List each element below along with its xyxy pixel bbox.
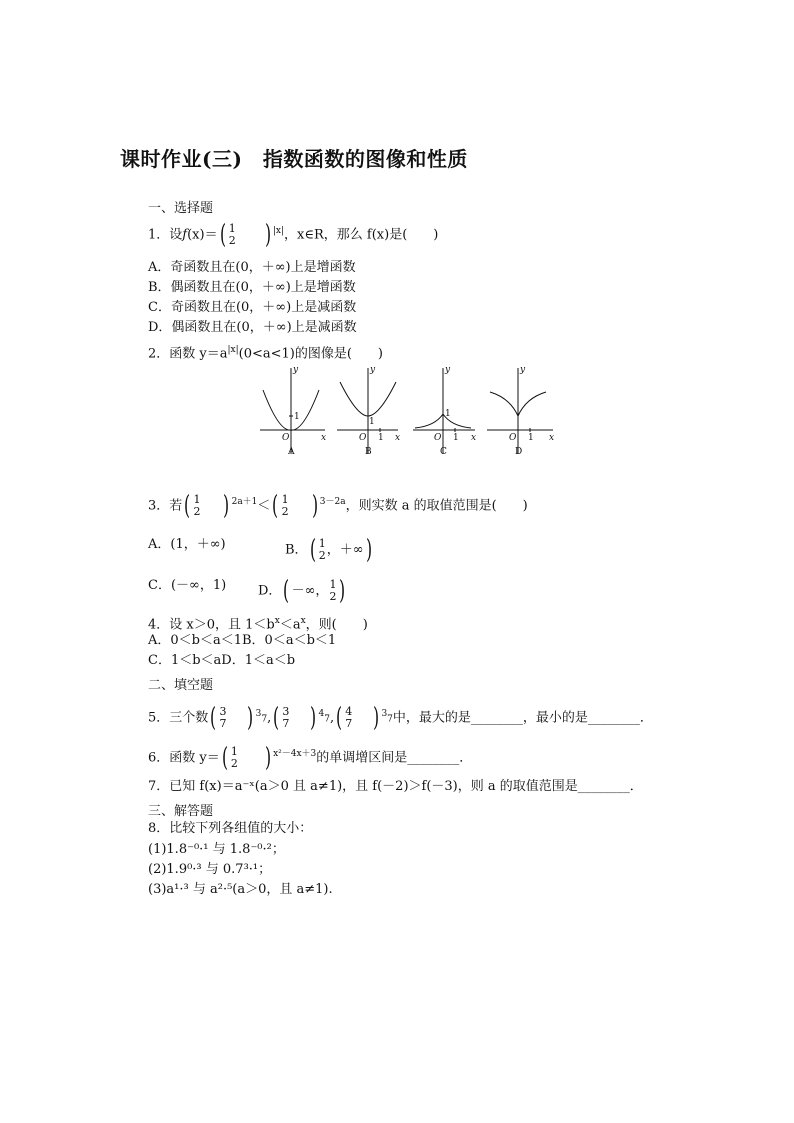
svg-text:O: O bbox=[434, 433, 442, 443]
svg-text:C: C bbox=[440, 447, 447, 457]
fraction: 4 7 bbox=[345, 705, 353, 730]
question-8-part-1: (1)1.8⁻⁰·¹ 与 1.8⁻⁰·²； bbox=[148, 842, 285, 857]
question-1-option-a: A．奇函数且在(0，＋∞)上是增函数 bbox=[148, 260, 356, 275]
question-2-graphs bbox=[255, 362, 560, 458]
fraction: 1 2 bbox=[230, 745, 238, 770]
question-4-options-cd: C．1＜b＜aD．1＜a＜b bbox=[148, 653, 296, 668]
svg-text:y: y bbox=[445, 365, 451, 375]
svg-text:y: y bbox=[520, 365, 526, 375]
question-3-option-d: D．( －∞， 1 2 ) bbox=[258, 576, 346, 606]
svg-text:1: 1 bbox=[445, 409, 451, 419]
question-7-text: 7．已知 f(x)＝a⁻ˣ(a＞0 且 a≠1)，且 f(－2)＞f(－3)，则 a 的取值范围是________． bbox=[148, 779, 643, 794]
fraction: 3 7 bbox=[219, 705, 227, 730]
question-8-part-2: (2)1.9⁰·³ 与 0.7³·¹； bbox=[148, 862, 272, 877]
svg-text:1: 1 bbox=[369, 417, 375, 427]
svg-text:1: 1 bbox=[294, 412, 300, 422]
question-8-part-3: (3)a¹·³ 与 a²·⁵(a＞0，且 a≠1). bbox=[148, 882, 333, 897]
question-3-stem: 3．若( 1 2 ) $^{2a+1}$＜( 1 2 ) $^{3-2a}$，则实数 a 的取值范围是( ) bbox=[148, 491, 528, 521]
fraction: 1 2 bbox=[281, 493, 289, 518]
graph-b bbox=[337, 368, 401, 454]
svg-text:x: x bbox=[395, 433, 401, 443]
svg-text:B: B bbox=[365, 447, 372, 457]
svg-text:1: 1 bbox=[378, 433, 384, 443]
question-4-stem: 4．设 x＞0，且 $1<b^x<a^x$，则( ) bbox=[148, 616, 368, 633]
svg-text:1: 1 bbox=[453, 433, 459, 443]
question-1-stem: 1．设f(x)＝( 1 2 ) $^{|x|}$，x∈R，那么 f(x)是( ) bbox=[148, 220, 439, 250]
graph-c bbox=[413, 368, 475, 454]
svg-text:A: A bbox=[288, 447, 295, 457]
question-5-stem: 5．三个数( 3 7 ) $^3$7,( 3 7 ) $^4$7,( 4 7 ) $^3$7中，最大的是________，最小的是________． bbox=[148, 703, 653, 733]
fraction: 3 7 bbox=[282, 705, 290, 730]
question-8-stem: 8．比较下列各组值的大小： bbox=[148, 821, 313, 836]
question-3-option-a: A．(1，＋∞) bbox=[148, 537, 226, 552]
svg-text:x: x bbox=[471, 433, 477, 443]
svg-text:x: x bbox=[321, 433, 327, 443]
section-heading-solve: 三、解答题 bbox=[148, 804, 214, 819]
fraction: 1 2 bbox=[329, 578, 337, 603]
svg-text:y: y bbox=[370, 365, 376, 375]
section-heading-fill: 二、填空题 bbox=[148, 678, 214, 693]
svg-text:O: O bbox=[509, 433, 517, 443]
svg-text:D: D bbox=[515, 447, 523, 457]
section-heading-choice: 一、选择题 bbox=[148, 201, 214, 216]
svg-text:O: O bbox=[359, 433, 367, 443]
question-6-stem: 6．函数 y＝( 1 2 ) $^{x^2-4x+3}$的单调增区间是________． bbox=[148, 743, 473, 773]
fraction: 1 2 bbox=[318, 537, 326, 562]
graph-d bbox=[487, 368, 553, 454]
svg-text:1: 1 bbox=[528, 433, 534, 443]
question-3-option-b: B．( 1 2 ，＋∞) bbox=[285, 535, 372, 565]
graph-a bbox=[260, 368, 325, 454]
svg-text:x: x bbox=[549, 433, 555, 443]
question-1-option-c: C．奇函数且在(0，＋∞)上是减函数 bbox=[148, 300, 357, 315]
question-2-stem: 2．函数 $y=a^{|x|}(0<a<1)$的图像是( ) bbox=[148, 345, 384, 362]
question-3-option-c: C．(－∞，1) bbox=[148, 578, 227, 593]
question-1-option-b: B．偶函数且在(0，＋∞)上是增函数 bbox=[148, 280, 356, 295]
fraction: 1 2 bbox=[228, 222, 236, 247]
page-title: 课时作业(三) 指数函数的图像和性质 bbox=[120, 147, 468, 171]
fraction: 1 2 bbox=[193, 493, 201, 518]
question-1-option-d: D．偶函数且在(0，＋∞)上是减函数 bbox=[148, 320, 357, 335]
question-4-options-ab: A．0＜b＜a＜1B．0＜a＜b＜1 bbox=[148, 633, 337, 648]
svg-text:O: O bbox=[282, 433, 290, 443]
svg-text:y: y bbox=[293, 365, 299, 375]
